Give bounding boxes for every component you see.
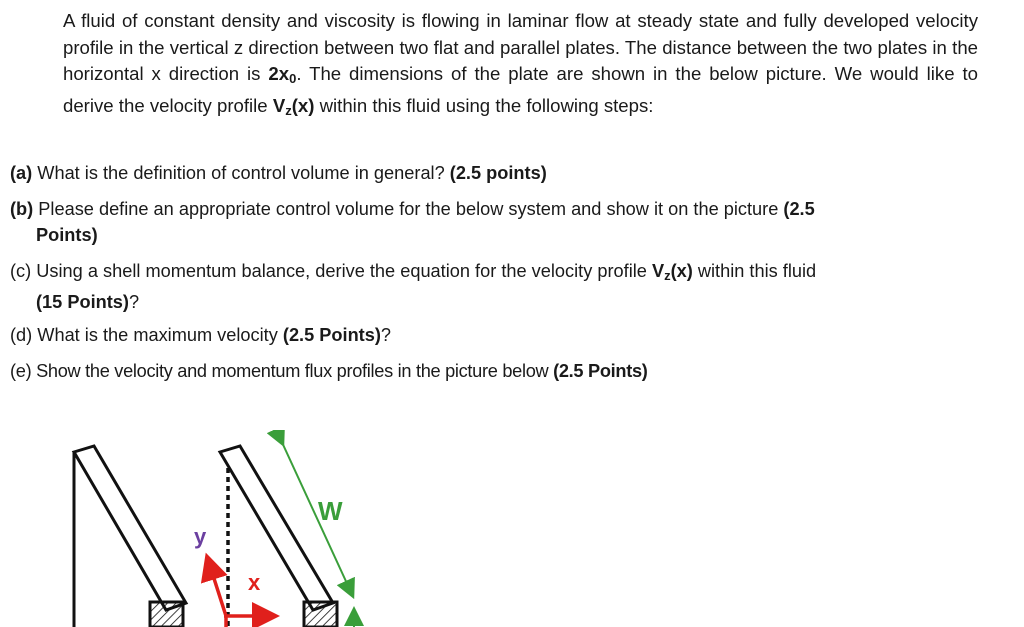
question-b: (b) Please define an appropriate control volume for the below system and show it on the picture (2.5 Points)	[10, 199, 815, 245]
question-a: (a) What is the definition of control volume in general? (2.5 points)	[10, 163, 547, 183]
right-plate	[220, 446, 337, 627]
label-y: y	[194, 524, 207, 549]
plates-figure	[60, 430, 380, 627]
question-c: (c) Using a shell momentum balance, derive the equation for the velocity profile $V_z(x)$ within this fluid (15 Points)?	[10, 261, 817, 312]
problem-intro	[63, 8, 978, 124]
label-x: x	[248, 570, 261, 595]
question-e: (e) Show the velocity and momentum flux profiles in the picture below (2.5 Points)	[10, 361, 648, 381]
axis-y	[194, 524, 226, 616]
intro-paragraph: A fluid of constant density and viscosity is flowing in laminar flow at steady state and fully developed velocity profile in the vertical z direction between two flat and parallel plates. The distance between the two plates in the horizontal x direction is $2x_0$. The dimensions of the plate are shown in the below picture. We would like to derive the velocity profile $V_z(x)$ within this fluid using the following steps:	[63, 10, 979, 118]
question-d: (d) What is the maximum velocity (2.5 Points)?	[10, 325, 392, 345]
left-plate	[74, 446, 186, 627]
axis-x	[224, 570, 266, 616]
label-w: W	[318, 496, 343, 526]
